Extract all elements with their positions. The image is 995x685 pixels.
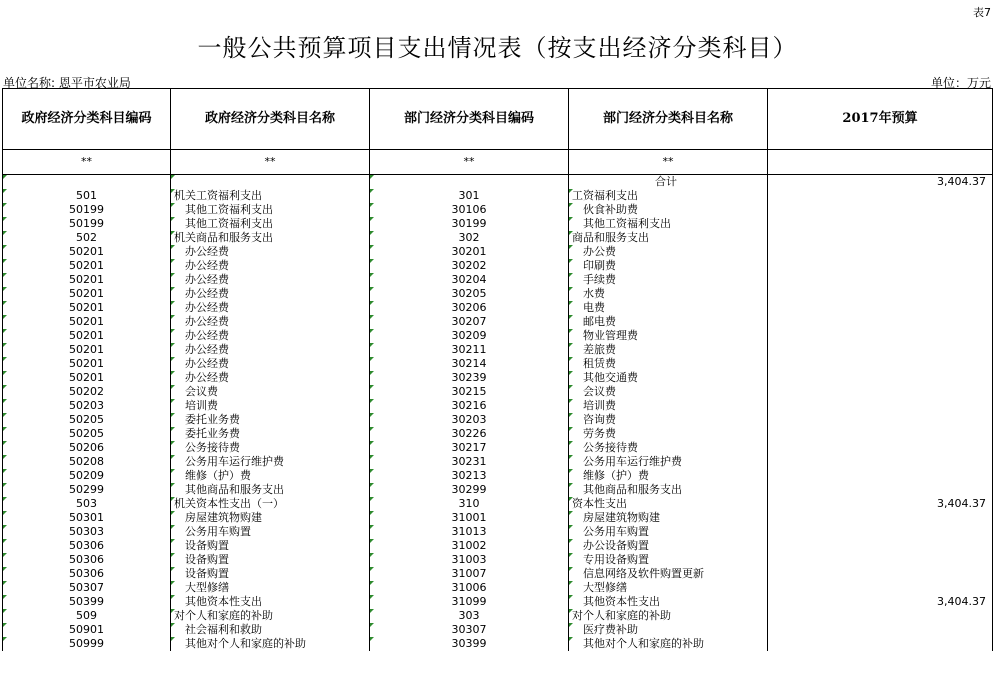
budget-cell — [768, 455, 993, 469]
dept-name-cell: 会议费 — [569, 385, 768, 399]
gov-name-cell: 委托业务费 — [171, 427, 370, 441]
dept-name-cell: 专用设备购置 — [569, 553, 768, 567]
budget-cell — [768, 609, 993, 623]
gov-code-cell: 50199 — [3, 217, 171, 231]
dept-code-cell: 31006 — [370, 581, 569, 595]
dept-code-cell: 30216 — [370, 399, 569, 413]
dept-name-cell: 维修（护）费 — [569, 469, 768, 483]
dept-code-cell: 30206 — [370, 301, 569, 315]
budget-cell — [768, 315, 993, 329]
gov-name-cell: 办公经费 — [171, 273, 370, 287]
gov-name-cell: 其他资本性支出 — [171, 595, 370, 609]
dept-code-cell: 31007 — [370, 567, 569, 581]
dept-code-cell: 30201 — [370, 245, 569, 259]
budget-cell — [768, 539, 993, 553]
header-row — [3, 89, 993, 150]
dept-code-cell: 30202 — [370, 259, 569, 273]
gov-name-cell: 办公经费 — [171, 357, 370, 371]
gov-name-cell: 维修（护）费 — [171, 469, 370, 483]
dept-code-cell: 30399 — [370, 637, 569, 651]
gov-name-cell: 公务接待费 — [171, 441, 370, 455]
header-cell: 政府经济分类科目名称 — [171, 89, 370, 150]
table-row — [3, 203, 993, 217]
dept-name-cell: 物业管理费 — [569, 329, 768, 343]
dept-code-cell: 31099 — [370, 595, 569, 609]
dept-code-cell: 30203 — [370, 413, 569, 427]
budget-cell — [768, 371, 993, 385]
budget-cell: 3,404.37 — [768, 497, 993, 511]
dept-name-cell: 商品和服务支出 — [569, 231, 768, 245]
total-label: 合计 — [569, 175, 768, 190]
gov-name-cell: 办公经费 — [171, 315, 370, 329]
gov-name-cell: 办公经费 — [171, 329, 370, 343]
dept-code-cell: 30204 — [370, 273, 569, 287]
budget-cell — [768, 245, 993, 259]
gov-code-cell: 50306 — [3, 539, 171, 553]
gov-name-cell: 社会福利和救助 — [171, 623, 370, 637]
dept-name-cell: 劳务费 — [569, 427, 768, 441]
dept-name-cell: 其他商品和服务支出 — [569, 483, 768, 497]
budget-cell — [768, 287, 993, 301]
dept-code-cell: 30106 — [370, 203, 569, 217]
dept-code-cell: 30213 — [370, 469, 569, 483]
header-cell: 部门经济分类科目编码 — [370, 89, 569, 150]
gov-name-cell: 办公经费 — [171, 343, 370, 357]
table-row — [3, 413, 993, 427]
dept-name-cell: 资本性支出 — [569, 497, 768, 511]
gov-code-cell: 50205 — [3, 427, 171, 441]
dept-name-cell: 其他工资福利支出 — [569, 217, 768, 231]
dept-name-cell: 其他对个人和家庭的补助 — [569, 637, 768, 651]
budget-cell — [768, 581, 993, 595]
gov-name-cell: 其他工资福利支出 — [171, 217, 370, 231]
budget-cell — [768, 399, 993, 413]
gov-name-cell: 机关商品和服务支出 — [171, 231, 370, 245]
placeholder-cell: ** — [171, 150, 370, 175]
table-row — [3, 497, 993, 511]
gov-code-cell: 50299 — [3, 483, 171, 497]
table-row — [3, 469, 993, 483]
dept-name-cell: 公务用车购置 — [569, 525, 768, 539]
header-cell: 部门经济分类科目名称 — [569, 89, 768, 150]
gov-code-cell: 50201 — [3, 371, 171, 385]
gov-code-cell: 50202 — [3, 385, 171, 399]
dept-code-cell: 30226 — [370, 427, 569, 441]
budget-cell — [768, 413, 993, 427]
header-cell: 2017年预算 — [768, 89, 993, 150]
table-row — [3, 511, 993, 525]
table-row — [3, 189, 993, 203]
table-row — [3, 623, 993, 637]
table-row — [3, 427, 993, 441]
budget-cell — [768, 637, 993, 651]
gov-code-cell: 50201 — [3, 357, 171, 371]
dept-code-cell: 30299 — [370, 483, 569, 497]
gov-name-cell: 其他商品和服务支出 — [171, 483, 370, 497]
gov-name-cell: 机关资本性支出（一） — [171, 497, 370, 511]
placeholder-cell: ** — [370, 150, 569, 175]
budget-cell — [768, 203, 993, 217]
budget-cell — [768, 385, 993, 399]
table-row — [3, 273, 993, 287]
table-row — [3, 441, 993, 455]
dept-name-cell: 大型修缮 — [569, 581, 768, 595]
dept-code-cell: 30217 — [370, 441, 569, 455]
dept-code-cell: 30199 — [370, 217, 569, 231]
dept-name-cell: 医疗费补助 — [569, 623, 768, 637]
gov-name-cell: 会议费 — [171, 385, 370, 399]
gov-code-cell: 50208 — [3, 455, 171, 469]
dept-name-cell: 其他资本性支出 — [569, 595, 768, 609]
gov-name-cell: 对个人和家庭的补助 — [171, 609, 370, 623]
gov-code-cell: 50206 — [3, 441, 171, 455]
gov-code-cell: 502 — [3, 231, 171, 245]
table-row — [3, 343, 993, 357]
placeholder-cell — [768, 150, 993, 175]
table-row — [3, 329, 993, 343]
gov-code-cell: 501 — [3, 189, 171, 203]
budget-cell — [768, 343, 993, 357]
dept-code-cell: 31001 — [370, 511, 569, 525]
gov-name-cell: 设备购置 — [171, 567, 370, 581]
table-row — [3, 287, 993, 301]
gov-name-cell: 其他对个人和家庭的补助 — [171, 637, 370, 651]
gov-code-cell: 50201 — [3, 259, 171, 273]
header-cell: 政府经济分类科目编码 — [3, 89, 171, 150]
budget-cell — [768, 301, 993, 315]
gov-name-cell: 培训费 — [171, 399, 370, 413]
dept-code-cell: 301 — [370, 189, 569, 203]
gov-code-cell: 50201 — [3, 315, 171, 329]
gov-code-cell: 50201 — [3, 301, 171, 315]
gov-name-cell: 公务用车购置 — [171, 525, 370, 539]
budget-cell — [768, 623, 993, 637]
table-row — [3, 217, 993, 231]
dept-name-cell: 房屋建筑物购建 — [569, 511, 768, 525]
dept-name-cell: 伙食补助费 — [569, 203, 768, 217]
placeholder-row — [3, 150, 993, 175]
dept-name-cell: 工资福利支出 — [569, 189, 768, 203]
gov-code-cell: 50301 — [3, 511, 171, 525]
dept-name-cell: 办公费 — [569, 245, 768, 259]
dept-name-cell: 其他交通费 — [569, 371, 768, 385]
cell — [3, 175, 171, 190]
gov-code-cell: 50203 — [3, 399, 171, 413]
gov-code-cell: 503 — [3, 497, 171, 511]
budget-cell — [768, 511, 993, 525]
gov-name-cell: 房屋建筑物购建 — [171, 511, 370, 525]
budget-cell — [768, 189, 993, 203]
gov-name-cell: 办公经费 — [171, 287, 370, 301]
total-value: 3,404.37 — [768, 175, 993, 190]
table-row — [3, 637, 993, 651]
gov-code-cell: 509 — [3, 609, 171, 623]
unit-name: 单位名称: 恩平市农业局 — [3, 76, 131, 90]
dept-name-cell: 办公设备购置 — [569, 539, 768, 553]
gov-code-cell: 50205 — [3, 413, 171, 427]
dept-code-cell: 30239 — [370, 371, 569, 385]
budget-cell — [768, 427, 993, 441]
gov-code-cell: 50201 — [3, 329, 171, 343]
table-row — [3, 301, 993, 315]
gov-code-cell: 50303 — [3, 525, 171, 539]
dept-code-cell: 30211 — [370, 343, 569, 357]
table-row — [3, 315, 993, 329]
table-row — [3, 595, 993, 609]
budget-cell — [768, 525, 993, 539]
budget-table — [2, 88, 993, 651]
cell — [370, 175, 569, 190]
budget-cell: 3,404.37 — [768, 595, 993, 609]
gov-name-cell: 办公经费 — [171, 245, 370, 259]
dept-name-cell: 咨询费 — [569, 413, 768, 427]
placeholder-cell: ** — [3, 150, 171, 175]
dept-name-cell: 培训费 — [569, 399, 768, 413]
table-row — [3, 245, 993, 259]
table-row — [3, 553, 993, 567]
gov-code-cell: 50201 — [3, 287, 171, 301]
gov-code-cell: 50201 — [3, 245, 171, 259]
currency-unit: 单位：万元 — [930, 76, 991, 90]
dept-code-cell: 303 — [370, 609, 569, 623]
budget-cell — [768, 567, 993, 581]
budget-cell — [768, 329, 993, 343]
dept-code-cell: 310 — [370, 497, 569, 511]
gov-code-cell: 50307 — [3, 581, 171, 595]
gov-code-cell: 50306 — [3, 553, 171, 567]
table-row — [3, 259, 993, 273]
table-row — [3, 609, 993, 623]
total-row — [3, 175, 993, 190]
table-row — [3, 357, 993, 371]
dept-name-cell: 电费 — [569, 301, 768, 315]
budget-cell — [768, 483, 993, 497]
table-row — [3, 385, 993, 399]
budget-cell — [768, 259, 993, 273]
dept-code-cell: 30205 — [370, 287, 569, 301]
gov-name-cell: 委托业务费 — [171, 413, 370, 427]
budget-cell — [768, 357, 993, 371]
dept-code-cell: 30215 — [370, 385, 569, 399]
dept-code-cell: 30231 — [370, 455, 569, 469]
dept-code-cell: 302 — [370, 231, 569, 245]
budget-cell — [768, 441, 993, 455]
gov-name-cell: 大型修缮 — [171, 581, 370, 595]
dept-name-cell: 差旅费 — [569, 343, 768, 357]
gov-code-cell: 50209 — [3, 469, 171, 483]
gov-code-cell: 50999 — [3, 637, 171, 651]
gov-name-cell: 公务用车运行维护费 — [171, 455, 370, 469]
table-row — [3, 539, 993, 553]
page-title: 一般公共预算项目支出情况表（按支出经济分类科目） — [197, 34, 798, 62]
gov-name-cell: 办公经费 — [171, 259, 370, 273]
table-row — [3, 399, 993, 413]
dept-name-cell: 信息网络及软件购置更新 — [569, 567, 768, 581]
table-row — [3, 581, 993, 595]
budget-cell — [768, 231, 993, 245]
table-row — [3, 455, 993, 469]
dept-code-cell: 30207 — [370, 315, 569, 329]
gov-code-cell: 50201 — [3, 273, 171, 287]
gov-name-cell: 机关工资福利支出 — [171, 189, 370, 203]
placeholder-cell: ** — [569, 150, 768, 175]
table-row — [3, 525, 993, 539]
table-row — [3, 231, 993, 245]
gov-name-cell: 其他工资福利支出 — [171, 203, 370, 217]
dept-name-cell: 手续费 — [569, 273, 768, 287]
table-row — [3, 483, 993, 497]
table-row — [3, 371, 993, 385]
gov-code-cell: 50201 — [3, 343, 171, 357]
dept-code-cell: 30307 — [370, 623, 569, 637]
dept-name-cell: 租赁费 — [569, 357, 768, 371]
dept-code-cell: 31002 — [370, 539, 569, 553]
budget-cell — [768, 217, 993, 231]
gov-code-cell: 50901 — [3, 623, 171, 637]
dept-name-cell: 印刷费 — [569, 259, 768, 273]
gov-code-cell: 50306 — [3, 567, 171, 581]
table-number: 表7 — [973, 6, 991, 19]
dept-code-cell: 31003 — [370, 553, 569, 567]
dept-code-cell: 31013 — [370, 525, 569, 539]
dept-name-cell: 对个人和家庭的补助 — [569, 609, 768, 623]
dept-name-cell: 公务接待费 — [569, 441, 768, 455]
gov-name-cell: 设备购置 — [171, 553, 370, 567]
dept-name-cell: 水费 — [569, 287, 768, 301]
gov-code-cell: 50399 — [3, 595, 171, 609]
gov-code-cell: 50199 — [3, 203, 171, 217]
dept-code-cell: 30209 — [370, 329, 569, 343]
budget-cell — [768, 553, 993, 567]
budget-cell — [768, 273, 993, 287]
cell — [171, 175, 370, 190]
dept-name-cell: 公务用车运行维护费 — [569, 455, 768, 469]
dept-name-cell: 邮电费 — [569, 315, 768, 329]
gov-name-cell: 设备购置 — [171, 539, 370, 553]
budget-cell — [768, 469, 993, 483]
table-row — [3, 567, 993, 581]
gov-name-cell: 办公经费 — [171, 301, 370, 315]
gov-name-cell: 办公经费 — [171, 371, 370, 385]
dept-code-cell: 30214 — [370, 357, 569, 371]
